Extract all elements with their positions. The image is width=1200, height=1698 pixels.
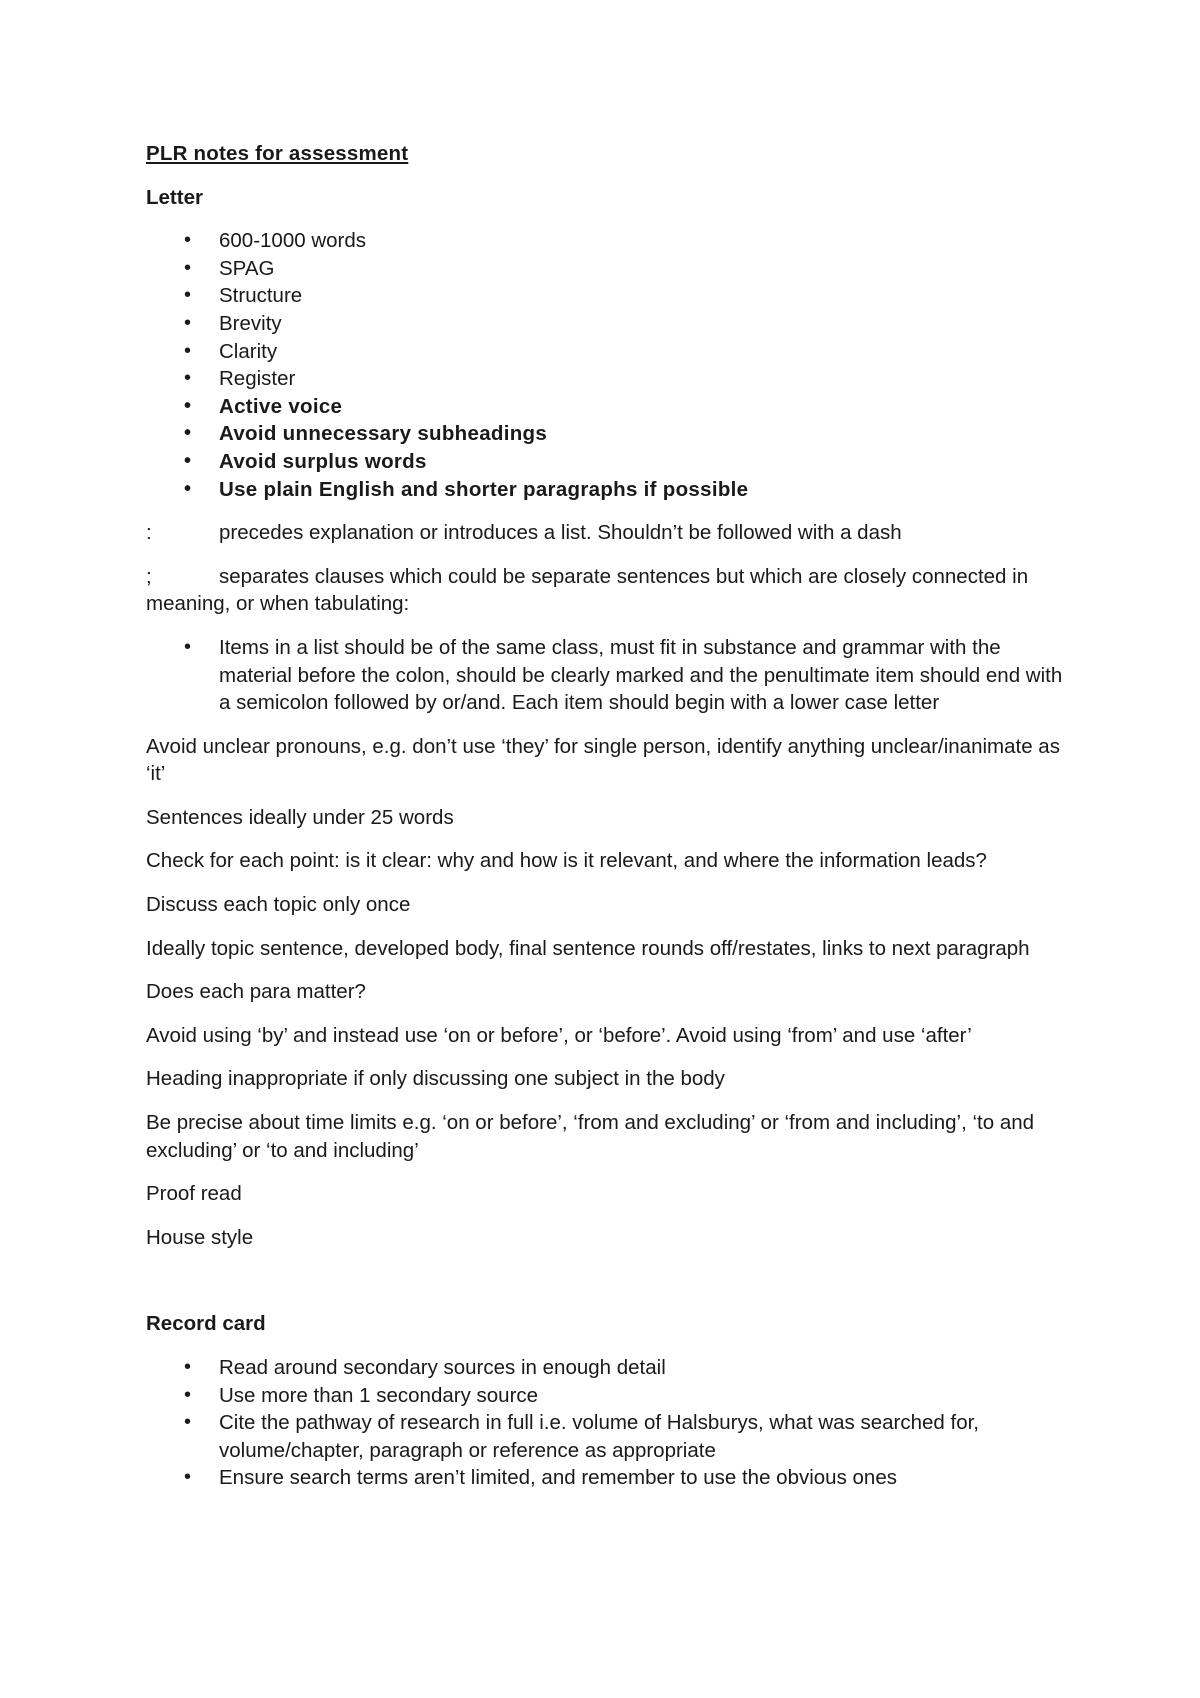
note-paragraph: Heading inappropriate if only discussing one subject in the body [146,1067,725,1091]
note-paragraph: Does each para matter? [146,980,366,1004]
section-spacer [146,1267,1076,1310]
note-paragraph: Proof read [146,1182,242,1206]
notes-section [146,733,1076,1252]
semicolon-rule-text: separates clauses which could be separate sentences but which are closely connected in meaning, or when tabulating: [146,564,1029,616]
letter-list-item: • Avoid surplus words [146,448,1076,476]
note-paragraph: Avoid unclear pronouns, e.g. don’t use ‘they’ for single person, identify anything unclear/inanimate as ‘it’ [146,734,1060,786]
letter-list-item: • Structure [146,282,1076,310]
letter-list-item: • 600-1000 words [146,227,1076,255]
note-paragraph: Sentences ideally under 25 words [146,805,454,829]
semicolon-rule [146,563,1076,618]
document-title: PLR notes for assessment [146,142,409,165]
record-card-checklist [146,1354,1076,1492]
letter-list-item: • Clarity [146,338,1076,366]
record-card-list-item: • Ensure search terms aren’t limited, and remember to use the obvious ones [146,1464,1076,1492]
letter-checklist [146,227,1076,503]
record-card-list-item: • Use more than 1 secondary source [146,1382,1076,1410]
colon-rule [146,519,1076,547]
letter-list-item: • Avoid unnecessary subheadings [146,420,1076,448]
letter-heading: Letter [146,185,203,209]
colon-rule-text: precedes explanation or introduces a list. Shouldn’t be followed with a dash [219,521,902,545]
document-page [146,140,1076,1508]
letter-list-item: • Register [146,365,1076,393]
semicolon-mark: ; [146,564,152,588]
record-card-heading: Record card [146,1312,266,1336]
record-card-list-item: • Read around secondary sources in enough detail [146,1354,1076,1382]
letter-list-item: • SPAG [146,255,1076,283]
colon-mark: : [146,521,152,545]
letter-list-item: • Brevity [146,310,1076,338]
record-card-list-item: • Cite the pathway of research in full i.e. volume of Halsburys, what was searched for, volume/chapter, paragraph or reference as appropriate [146,1409,1076,1464]
list-item: • Items in a list should be of the same class, must fit in substance and grammar with the material before the colon, should be clearly marked and the penultimate item should end with a semicolon followed by or/and. Each item should begin with a lower case letter [146,634,1076,717]
letter-list-item: • Use plain English and shorter paragraphs if possible [146,476,1076,504]
note-paragraph: Discuss each topic only once [146,893,411,917]
tabulating-list [146,634,1076,717]
note-paragraph: Avoid using ‘by’ and instead use ‘on or before’, or ‘before’. Avoid using ‘from’ and use ‘after’ [146,1023,972,1047]
note-paragraph: House style [146,1225,254,1249]
note-paragraph: Ideally topic sentence, developed body, final sentence rounds off/restates, links to next paragraph [146,936,1030,960]
note-paragraph: Check for each point: is it clear: why and how is it relevant, and where the information leads? [146,849,987,873]
note-paragraph: Be precise about time limits e.g. ‘on or before’, ‘from and excluding’ or ‘from and including’, ‘to and excluding’ or ‘to and including’ [146,1111,1035,1162]
letter-list-item: • Active voice [146,393,1076,421]
